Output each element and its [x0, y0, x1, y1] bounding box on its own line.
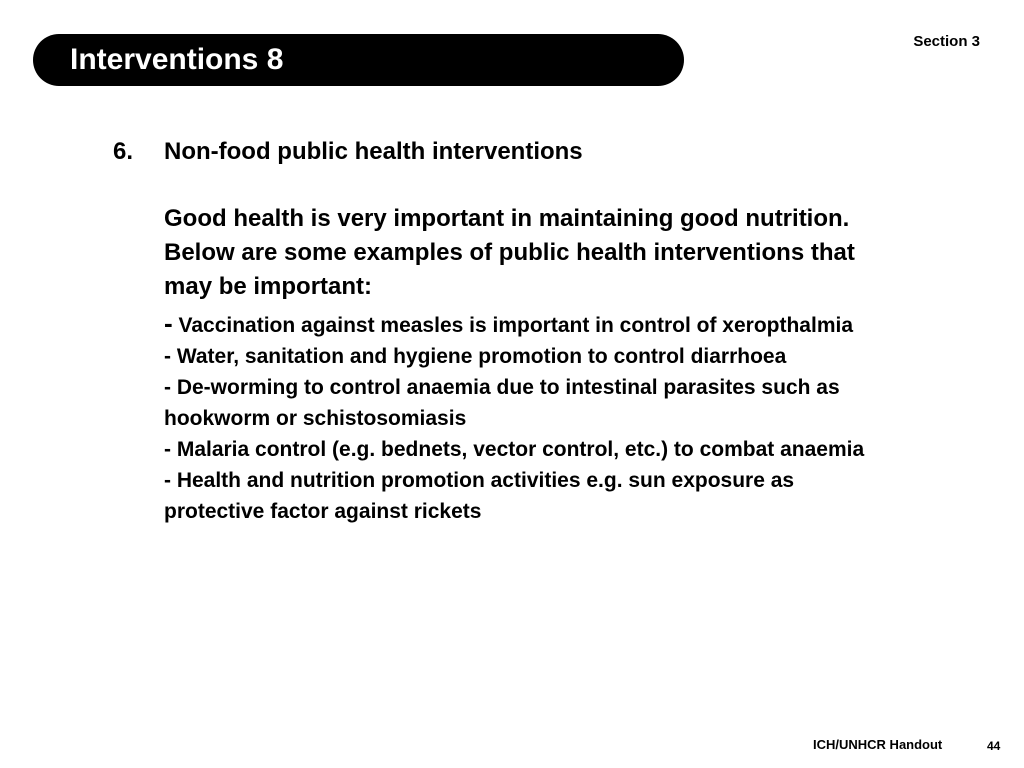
intro-paragraph: Good health is very important in maintaining good nutrition. Below are some examples of public health interventions that may be important:: [164, 205, 855, 300]
item-body: [164, 135, 899, 527]
list-item: - Water, sanitation and hygiene promotion to control diarrhoea: [164, 345, 787, 368]
page-number: 44: [987, 739, 1001, 753]
list-item: - Health and nutrition promotion activities e.g. sun exposure as protective factor against rickets: [164, 469, 795, 523]
list-item: - De-worming to control anaemia due to intestinal parasites such as hookworm or schistosomiasis: [164, 376, 840, 430]
section-label: Section 3: [913, 33, 980, 50]
intervention-list: [164, 308, 899, 527]
bullet-text: Vaccination against measles is important in control of xeropthalmia: [172, 314, 854, 337]
bullet-dash: -: [164, 308, 173, 338]
item-heading: Non-food public health interventions: [164, 138, 583, 165]
footer-source: ICH/UNHCR Handout: [813, 737, 943, 752]
slide-title: Interventions 8: [70, 43, 284, 76]
list-item: [164, 308, 899, 341]
title-bar: [33, 34, 684, 86]
item-number: 6.: [113, 138, 134, 165]
list-item: - Malaria control (e.g. bednets, vector control, etc.) to combat anaemia: [164, 438, 865, 461]
